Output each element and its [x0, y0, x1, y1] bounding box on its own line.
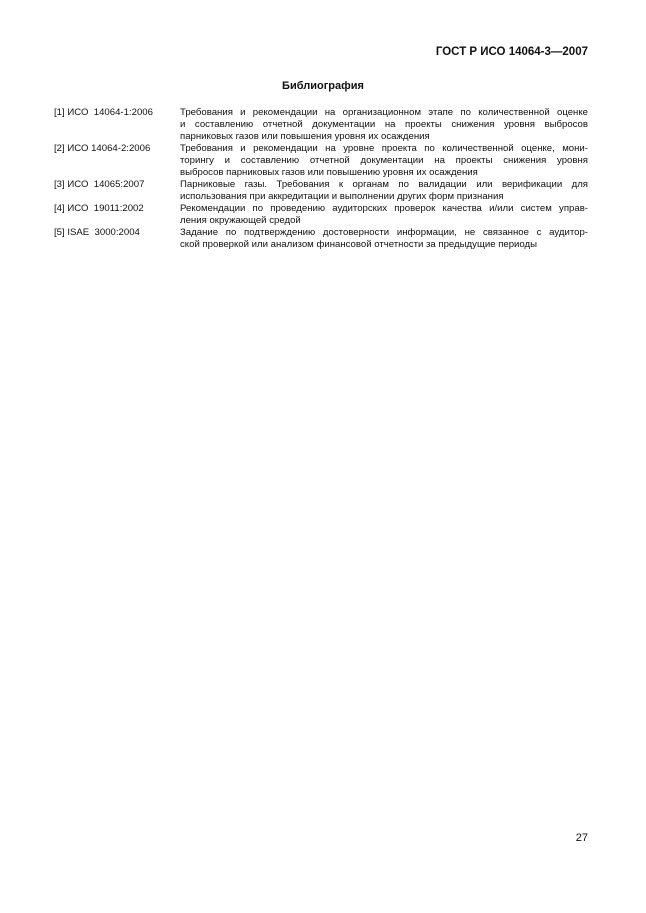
page-number: 27	[575, 832, 588, 844]
text-line: парниковых газов или повышения уровня их осаждения	[180, 131, 430, 142]
reference-title	[180, 143, 588, 179]
reference-title	[180, 227, 588, 251]
reference-title	[180, 179, 588, 203]
text-line: Рекомендации по проведению аудиторских проверок качества и/или систем управ-	[180, 203, 588, 214]
reference-title	[180, 203, 588, 227]
bibliography-entry	[54, 179, 588, 203]
reference-id: [4] ИСО 19011:2002	[54, 203, 144, 214]
text-line: торингу и составлению отчетной документации на проекты снижения уровня	[180, 155, 588, 166]
text-line: и составлению отчетной документации на проекты снижения уровня выбросов	[180, 119, 588, 130]
reference-id: [3] ИСО 14065:2007	[54, 179, 145, 190]
section-title: Библиография	[282, 80, 364, 92]
text-line: Требования и рекомендации на уровне проекта по количественной оценке, мони-	[180, 143, 588, 154]
bibliography-entry	[54, 227, 588, 251]
reference-id: [2] ИСО 14064-2:2006	[54, 143, 151, 154]
bibliography-entry	[54, 143, 588, 179]
reference-id: [5] ISAE 3000:2004	[54, 227, 140, 238]
text-line: использования при аккредитации и выполнении других форм признания	[180, 191, 504, 202]
text-line: Задание по подтверждению достоверности информации, не связанное с аудитор-	[180, 227, 588, 238]
text-line: Парниковые газы. Требования к органам по валидации или верификации для	[180, 179, 588, 190]
text-line: ления окружающей средой	[180, 215, 301, 226]
reference-id: [1] ИСО 14064-1:2006	[54, 107, 153, 118]
text-line: ской проверкой или анализом финансовой отчетности за предыдущие периоды	[180, 239, 538, 250]
text-line: Требования и рекомендации на организационном этапе по количественной оценке	[180, 107, 588, 118]
bibliography-list	[54, 107, 588, 251]
bibliography-entry	[54, 107, 588, 143]
bibliography-entry	[54, 203, 588, 227]
reference-title	[180, 107, 588, 143]
document-header: ГОСТ Р ИСО 14064-3—2007	[435, 46, 588, 58]
text-line: выбросов парниковых газов или повышению уровня их осаждения	[180, 167, 478, 178]
